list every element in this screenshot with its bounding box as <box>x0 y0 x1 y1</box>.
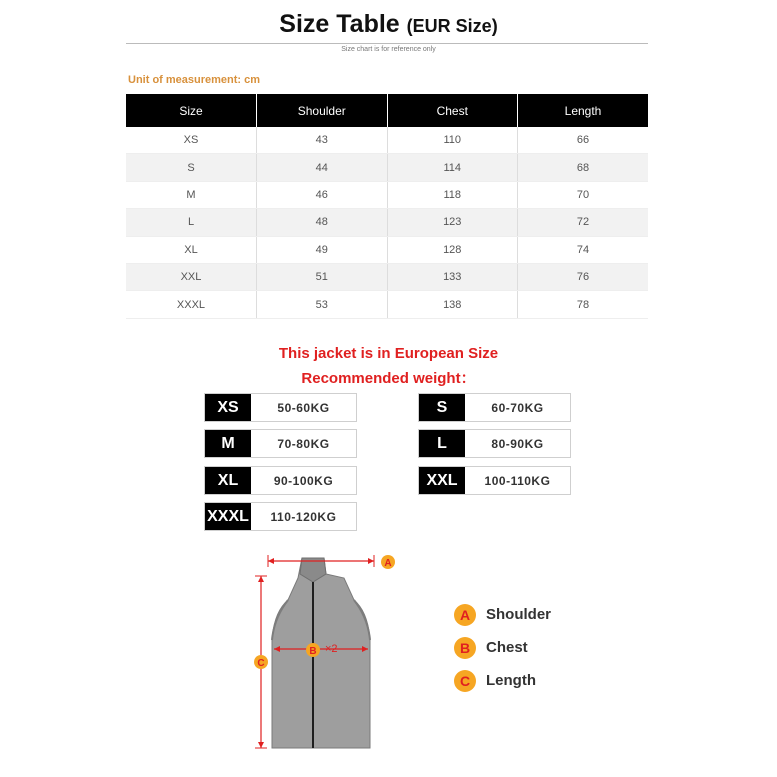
length-arrow-bottom <box>258 742 264 748</box>
weight-value: 90-100KG <box>273 473 334 488</box>
weight-box-xxl <box>418 466 571 495</box>
marker-c-label: C <box>257 658 265 669</box>
legend-label-shoulder: Shoulder <box>486 606 552 623</box>
table-row <box>126 154 648 181</box>
weight-value: 80-90KG <box>491 436 544 451</box>
legend-label-length: Length <box>486 672 536 689</box>
legend-marker-a: A <box>454 604 476 626</box>
weight-value: 110-120KG <box>270 509 337 524</box>
title-divider <box>126 43 648 44</box>
legend-item-shoulder <box>454 598 551 631</box>
cell-size: M <box>126 181 257 208</box>
cell-chest: 128 <box>387 236 518 263</box>
cell-length: 76 <box>518 263 649 290</box>
header-shoulder: Shoulder <box>257 94 388 127</box>
weight-size: XL <box>205 467 251 494</box>
european-size-heading: This jacket is in European Size <box>278 345 499 362</box>
table-row <box>126 209 648 236</box>
table-row <box>126 263 648 290</box>
weight-size: XXL <box>419 467 465 494</box>
weight-box-s <box>418 393 571 422</box>
legend-item-chest <box>454 631 551 664</box>
weight-size: XXXL <box>205 503 251 530</box>
reference-note: Size chart is for reference only <box>341 46 436 53</box>
cell-length: 74 <box>518 236 649 263</box>
measurement-legend <box>454 598 551 697</box>
cell-size: XXXL <box>126 291 257 318</box>
marker-a-label: A <box>384 558 392 569</box>
cell-size: XXL <box>126 263 257 290</box>
recommended-weight-heading: Recommended weight： <box>301 370 476 387</box>
table-row <box>126 181 648 208</box>
header-chest: Chest <box>387 94 518 127</box>
header-size: Size <box>126 94 257 127</box>
shoulder-arrow-left <box>268 558 274 564</box>
cell-chest: 110 <box>387 127 518 154</box>
table-row <box>126 236 648 263</box>
chest-multiplier: ×2 <box>325 643 338 655</box>
page-title <box>0 10 777 39</box>
weight-size: XS <box>205 394 251 421</box>
cell-size: L <box>126 209 257 236</box>
cell-chest: 133 <box>387 263 518 290</box>
vest-body <box>272 558 370 748</box>
weight-box-l <box>418 429 571 458</box>
cell-size: XL <box>126 236 257 263</box>
cell-chest: 138 <box>387 291 518 318</box>
weight-size: M <box>205 430 251 457</box>
cell-shoulder: 49 <box>257 236 388 263</box>
cell-length: 68 <box>518 154 649 181</box>
legend-marker-c: C <box>454 670 476 692</box>
cell-chest: 118 <box>387 181 518 208</box>
vest-diagram <box>236 548 406 758</box>
cell-shoulder: 46 <box>257 181 388 208</box>
table-row <box>126 291 648 318</box>
length-arrow-top <box>258 576 264 582</box>
cell-shoulder: 43 <box>257 127 388 154</box>
weight-value: 100-110KG <box>484 473 551 488</box>
cell-length: 72 <box>518 209 649 236</box>
weight-size: S <box>419 394 465 421</box>
legend-item-length <box>454 664 551 697</box>
size-table <box>126 94 648 319</box>
weight-value: 60-70KG <box>491 400 544 415</box>
weight-box-xxxl <box>204 502 357 531</box>
cell-size: XS <box>126 127 257 154</box>
weight-box-m <box>204 429 357 458</box>
unit-label: Unit of measurement: cm <box>128 74 261 86</box>
header-length: Length <box>518 94 649 127</box>
cell-chest: 114 <box>387 154 518 181</box>
weight-value: 50-60KG <box>277 400 330 415</box>
title-sub: (EUR Size) <box>406 16 498 36</box>
cell-size: S <box>126 154 257 181</box>
cell-length: 70 <box>518 181 649 208</box>
cell-shoulder: 44 <box>257 154 388 181</box>
cell-shoulder: 48 <box>257 209 388 236</box>
marker-b-label: B <box>309 646 317 657</box>
cell-chest: 123 <box>387 209 518 236</box>
cell-length: 78 <box>518 291 649 318</box>
table-row <box>126 127 648 154</box>
legend-marker-b: B <box>454 637 476 659</box>
weight-value: 70-80KG <box>277 436 330 451</box>
cell-shoulder: 51 <box>257 263 388 290</box>
weight-box-xl <box>204 466 357 495</box>
legend-label-chest: Chest <box>486 639 528 656</box>
cell-shoulder: 53 <box>257 291 388 318</box>
size-table-header <box>126 94 648 127</box>
title-main: Size Table <box>279 10 400 38</box>
cell-length: 66 <box>518 127 649 154</box>
weight-box-xs <box>204 393 357 422</box>
weight-size: L <box>419 430 465 457</box>
shoulder-arrow-right <box>368 558 374 564</box>
